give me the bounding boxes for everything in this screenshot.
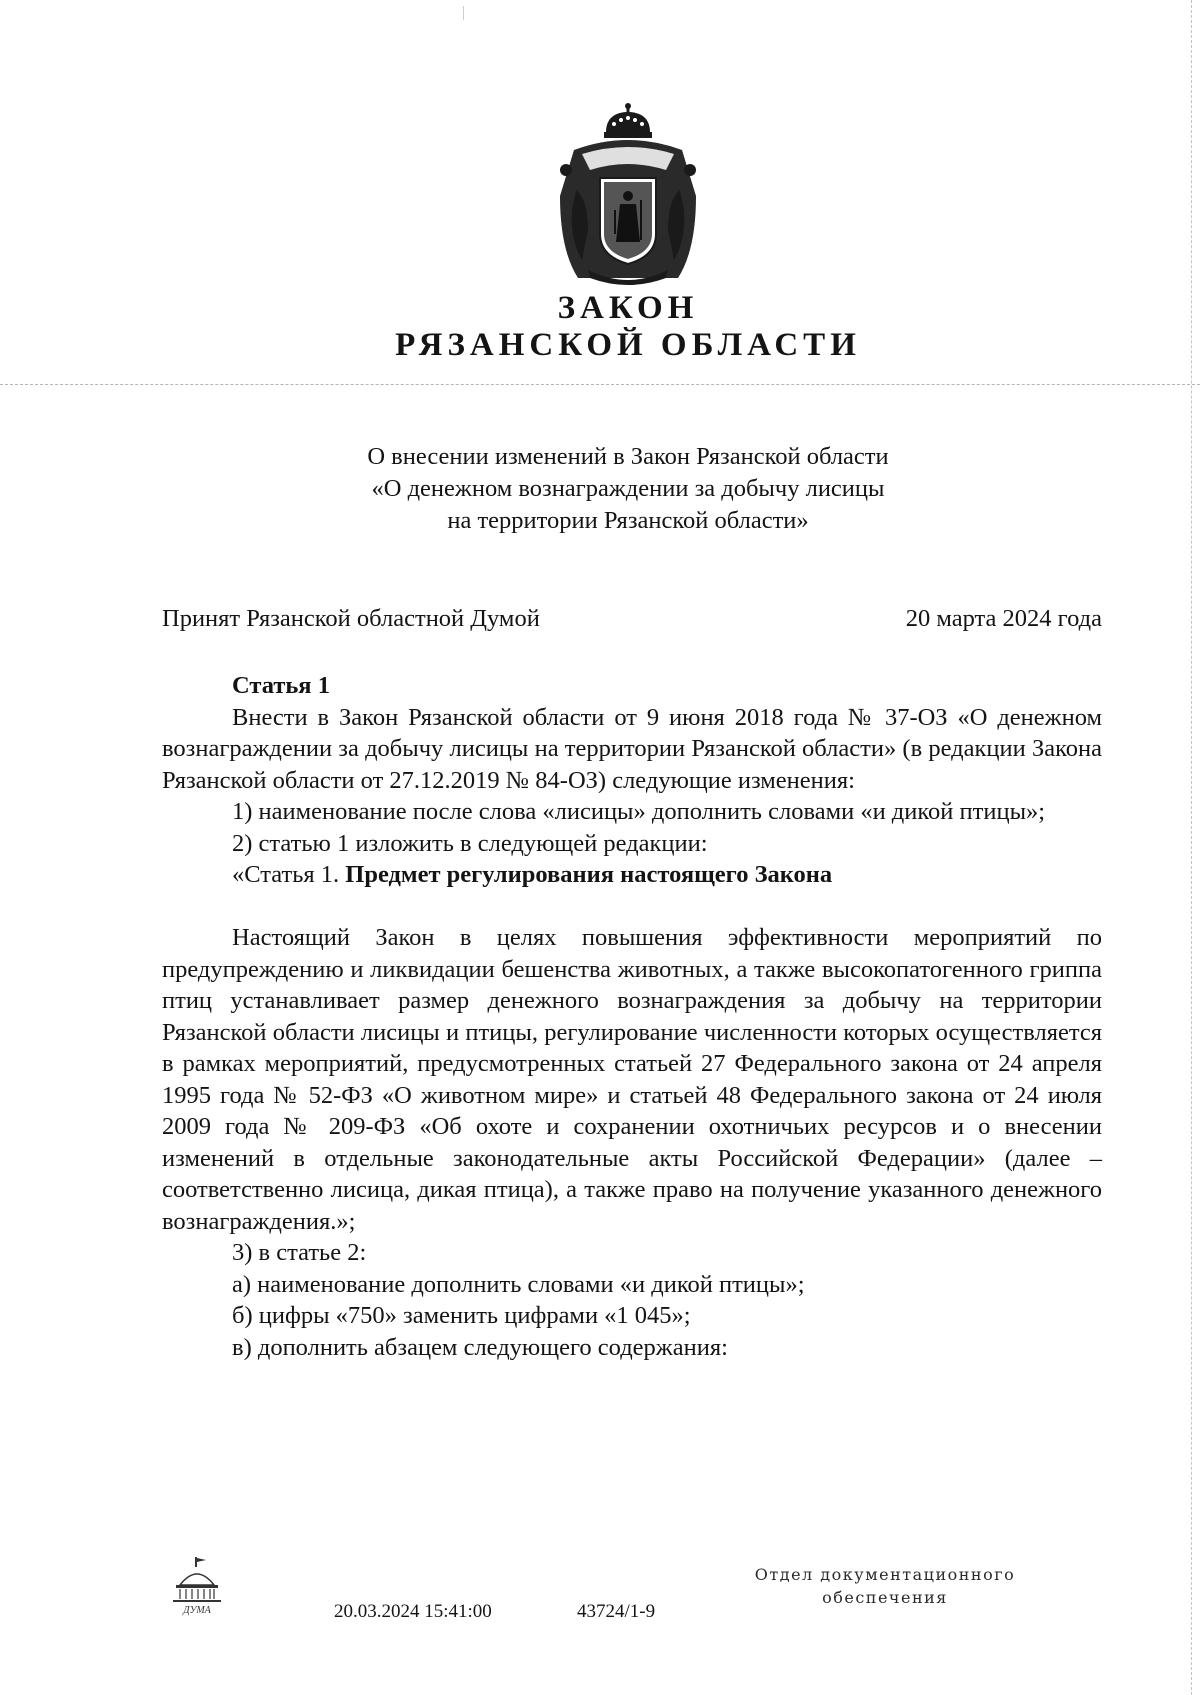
amendment-item-2: 2) статью 1 изложить в следующей редакции: — [232, 829, 708, 857]
heading-law: ЗАКОН — [557, 290, 699, 326]
article-intro: Внести в Закон Рязанской области от 9 июня 2018 года № 37-ОЗ «О денежном вознаграждении за добычу лисицы на территории Рязанской области» (в редакции Закона Рязанской области от 27.12.2019 № 84-ОЗ) следующие изменения: — [162, 703, 1102, 794]
article-heading: Статья 1 — [232, 672, 330, 699]
stamp-line-2: обеспечения — [822, 1588, 948, 1607]
heading-region: РЯЗАНСКОЙ ОБЛАСТИ — [395, 327, 861, 363]
law-body — [162, 670, 1102, 1363]
registration-number: 43724/1-9 — [577, 1601, 656, 1622]
adopted-by: Принят Рязанской областной Думой — [162, 605, 540, 632]
registration-datetime: 20.03.2024 15:41:00 — [334, 1601, 492, 1622]
title-line-3: на территории Рязанской области» — [447, 507, 809, 534]
amendment-item-3a: а) наименование дополнить словами «и дикой птицы»; — [232, 1270, 805, 1298]
quoted-heading-prefix: «Статья 1. — [232, 861, 346, 888]
coat-of-arms-icon — [548, 100, 708, 290]
quoted-heading-title: Предмет регулирования настоящего Закона — [345, 861, 833, 888]
amendment-item-3c: в) дополнить абзацем следующего содержания: — [232, 1333, 728, 1361]
duma-logo-text: ДУМА — [183, 1605, 211, 1616]
adoption-date: 20 марта 2024 года — [905, 605, 1102, 632]
amendment-item-3: 3) в статье 2: — [232, 1239, 367, 1266]
title-line-1: О внесении изменений в Закон Рязанской области — [367, 443, 889, 470]
law-heading — [0, 290, 1200, 364]
title-line-2: «О денежном вознаграждении за добычу лисицы — [371, 475, 885, 502]
paragraph-gap — [162, 891, 1102, 923]
law-title — [0, 441, 1200, 537]
duma-logo-icon — [168, 1555, 226, 1617]
scan-fold-line — [0, 384, 1200, 385]
scan-edge-line — [1191, 0, 1192, 1695]
stamp-line-1: Отдел документационного — [754, 1565, 1016, 1584]
amendment-item-1: 1) наименование после слова «лисицы» дополнить словами «и дикой птицы»; — [232, 798, 1046, 825]
amendment-item-3b: б) цифры «750» заменить цифрами «1 045»; — [232, 1302, 691, 1329]
department-stamp — [740, 1563, 1030, 1609]
scan-mark — [463, 6, 464, 20]
quoted-article-heading — [162, 859, 1102, 891]
quoted-article-body: Настоящий Закон в целях повышения эффективности мероприятий по предупреждению и ликвидации бешенства животных, а также высокопатогенного гриппа птиц устанавливает размер денежного вознаграждения за добычу на территории Рязанской области лисицы и птицы, регулирование численности которых осуществляется в рамках мероприятий, предусмотренных статьей 27 Федерального закона от 24 апреля 1995 года № 52-ФЗ «О животном мире» и статьей 48 Федерального закона от 24 июля 2009 года № 209-ФЗ «Об охоте и сохранении охотничьих ресурсов и о внесении изменений в отдельные законодательные акты Российской Федерации» (далее – соответственно лисица, дикая птица), а также право на получение указанного денежного вознаграждения.»; — [162, 924, 1102, 1235]
